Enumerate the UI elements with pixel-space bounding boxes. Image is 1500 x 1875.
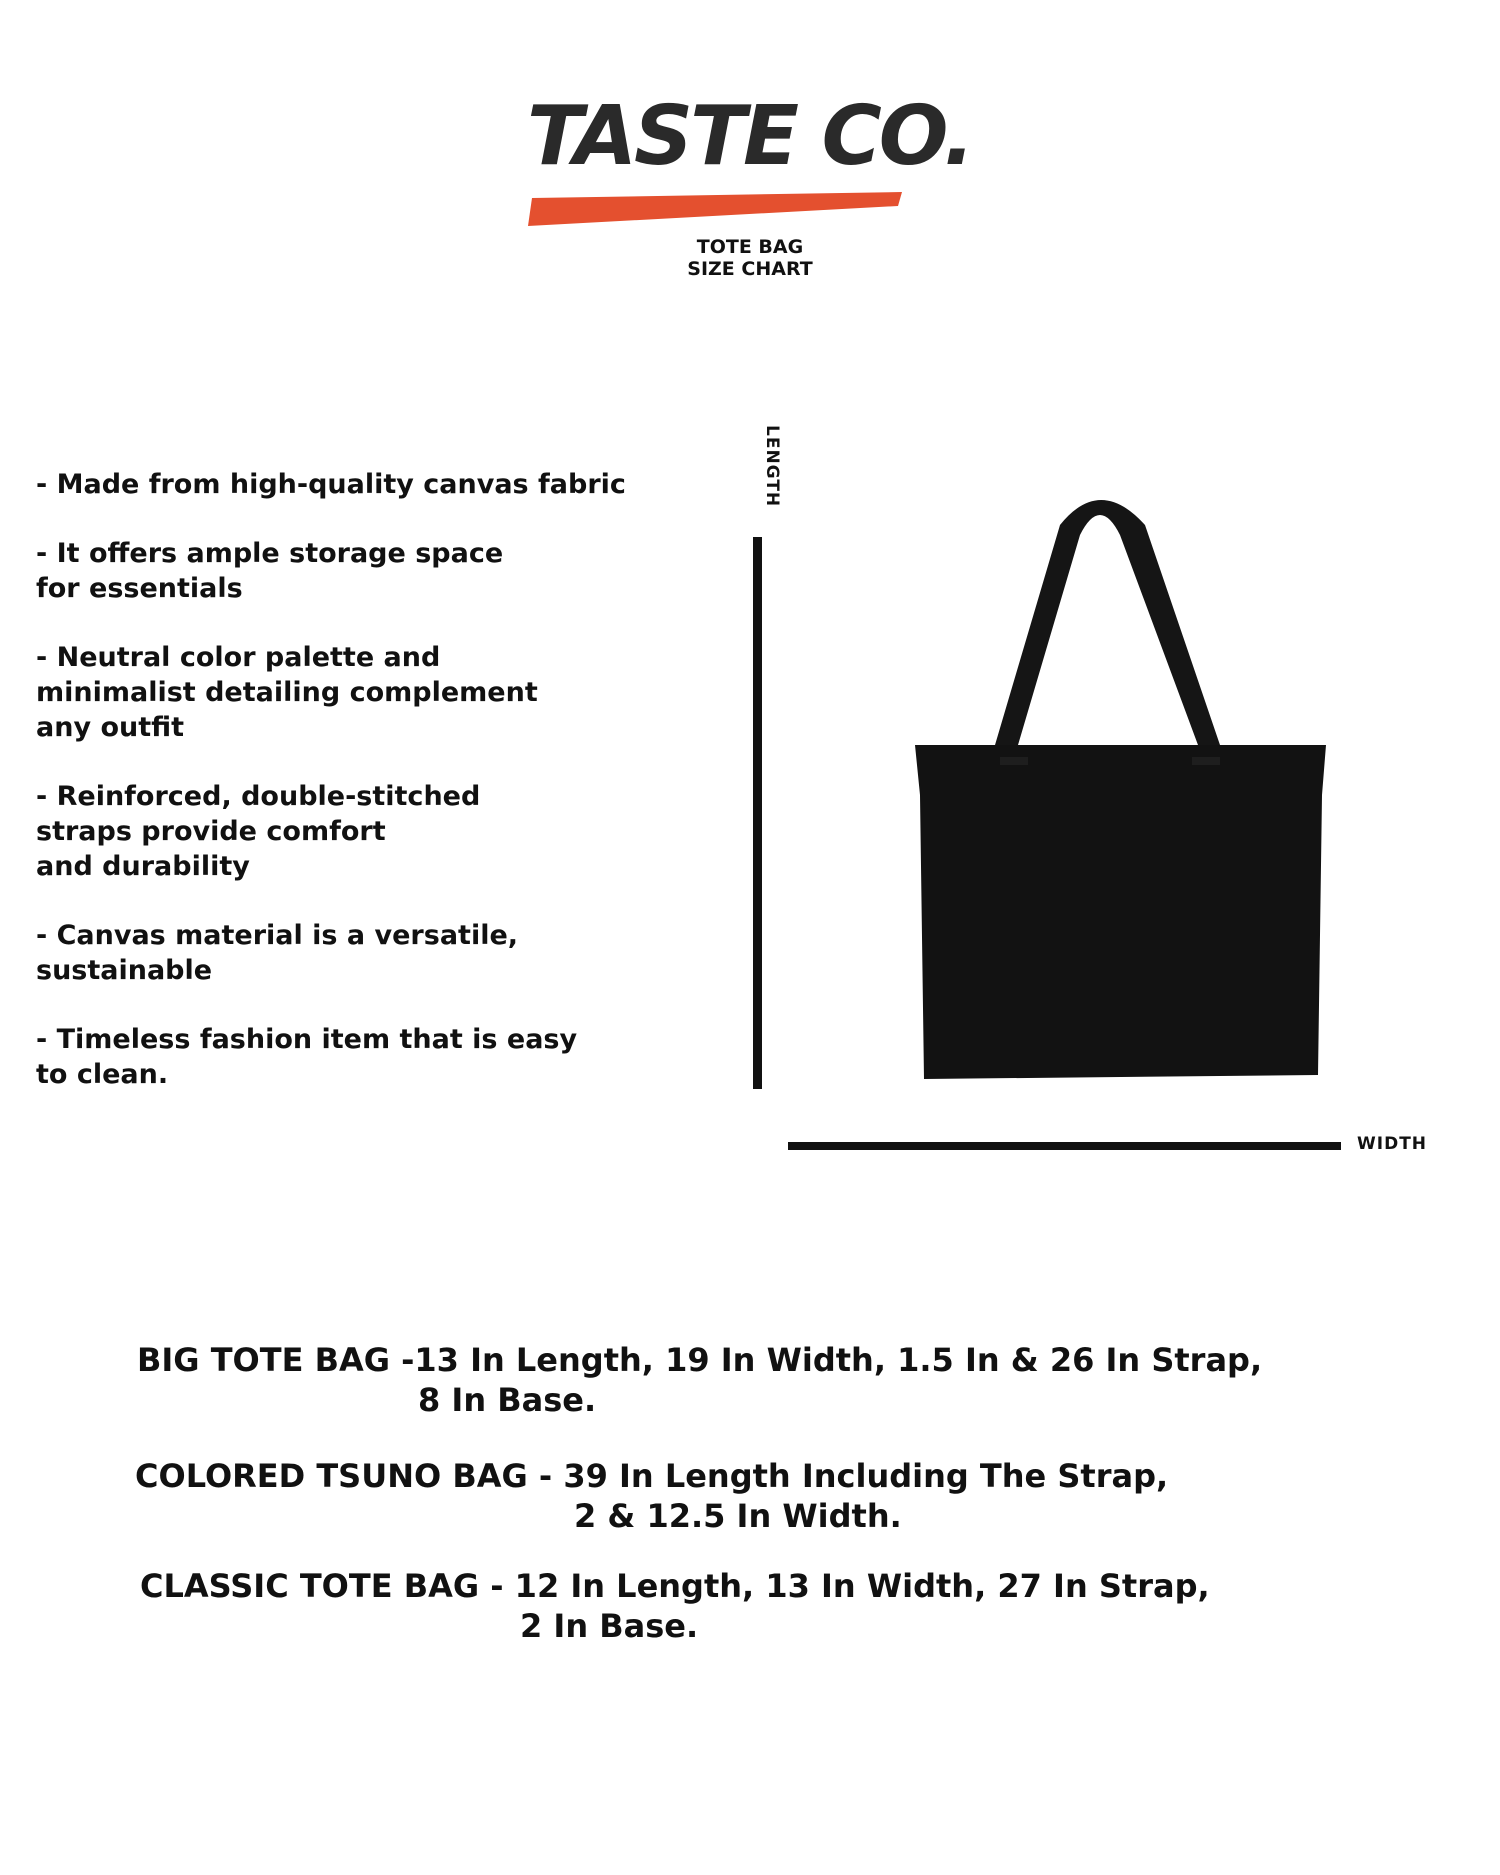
feature-line: - Canvas material is a versatile,	[36, 920, 519, 951]
feature-line: sustainable	[36, 955, 213, 986]
page-subtitle	[600, 236, 900, 280]
feature-line: any outfit	[36, 712, 185, 743]
feature-line: - Timeless fashion item that is easy	[36, 1024, 578, 1055]
tote-bag-icon	[900, 495, 1340, 1085]
feature-line: to clean.	[36, 1059, 169, 1090]
feature-line: for essentials	[36, 573, 243, 604]
size-spec-line: 2 In Base.	[520, 1607, 699, 1645]
subtitle-line-2: SIZE CHART	[687, 258, 813, 280]
width-measure-line	[788, 1142, 1341, 1150]
feature-item	[36, 536, 736, 606]
feature-item	[36, 640, 736, 745]
size-spec-line: 8 In Base.	[418, 1381, 597, 1419]
subtitle-line-1: TOTE BAG	[696, 236, 804, 258]
length-measure-line	[753, 537, 762, 1089]
feature-line: - Neutral color palette and	[36, 642, 441, 673]
feature-line: - It offers ample storage space	[36, 538, 504, 569]
size-spec-line: CLASSIC TOTE BAG - 12 In Length, 13 In Width, 27 In Strap,	[140, 1567, 1210, 1605]
feature-line: straps provide comfort	[36, 816, 386, 847]
feature-line: - Made from high-quality canvas fabric	[36, 469, 626, 500]
feature-item	[36, 918, 736, 988]
size-spec-line: COLORED TSUNO BAG - 39 In Length Including The Strap,	[135, 1457, 1169, 1495]
feature-item	[36, 1022, 736, 1092]
brand-logo-text: TASTE CO.	[527, 89, 972, 184]
feature-item	[36, 467, 736, 502]
feature-list	[36, 467, 736, 1126]
feature-line: and durability	[36, 851, 250, 882]
size-spec-line: BIG TOTE BAG -13 In Length, 19 In Width, 1.5 In & 26 In Strap,	[137, 1341, 1263, 1379]
feature-line: - Reinforced, double-stitched	[36, 781, 481, 812]
length-label: LENGTH	[762, 425, 782, 508]
size-spec-line: 2 & 12.5 In Width.	[574, 1497, 902, 1535]
feature-item	[36, 779, 736, 884]
width-label: WIDTH	[1357, 1134, 1428, 1154]
logo-swoosh-icon	[526, 192, 906, 228]
feature-line: minimalist detailing complement	[36, 677, 538, 708]
